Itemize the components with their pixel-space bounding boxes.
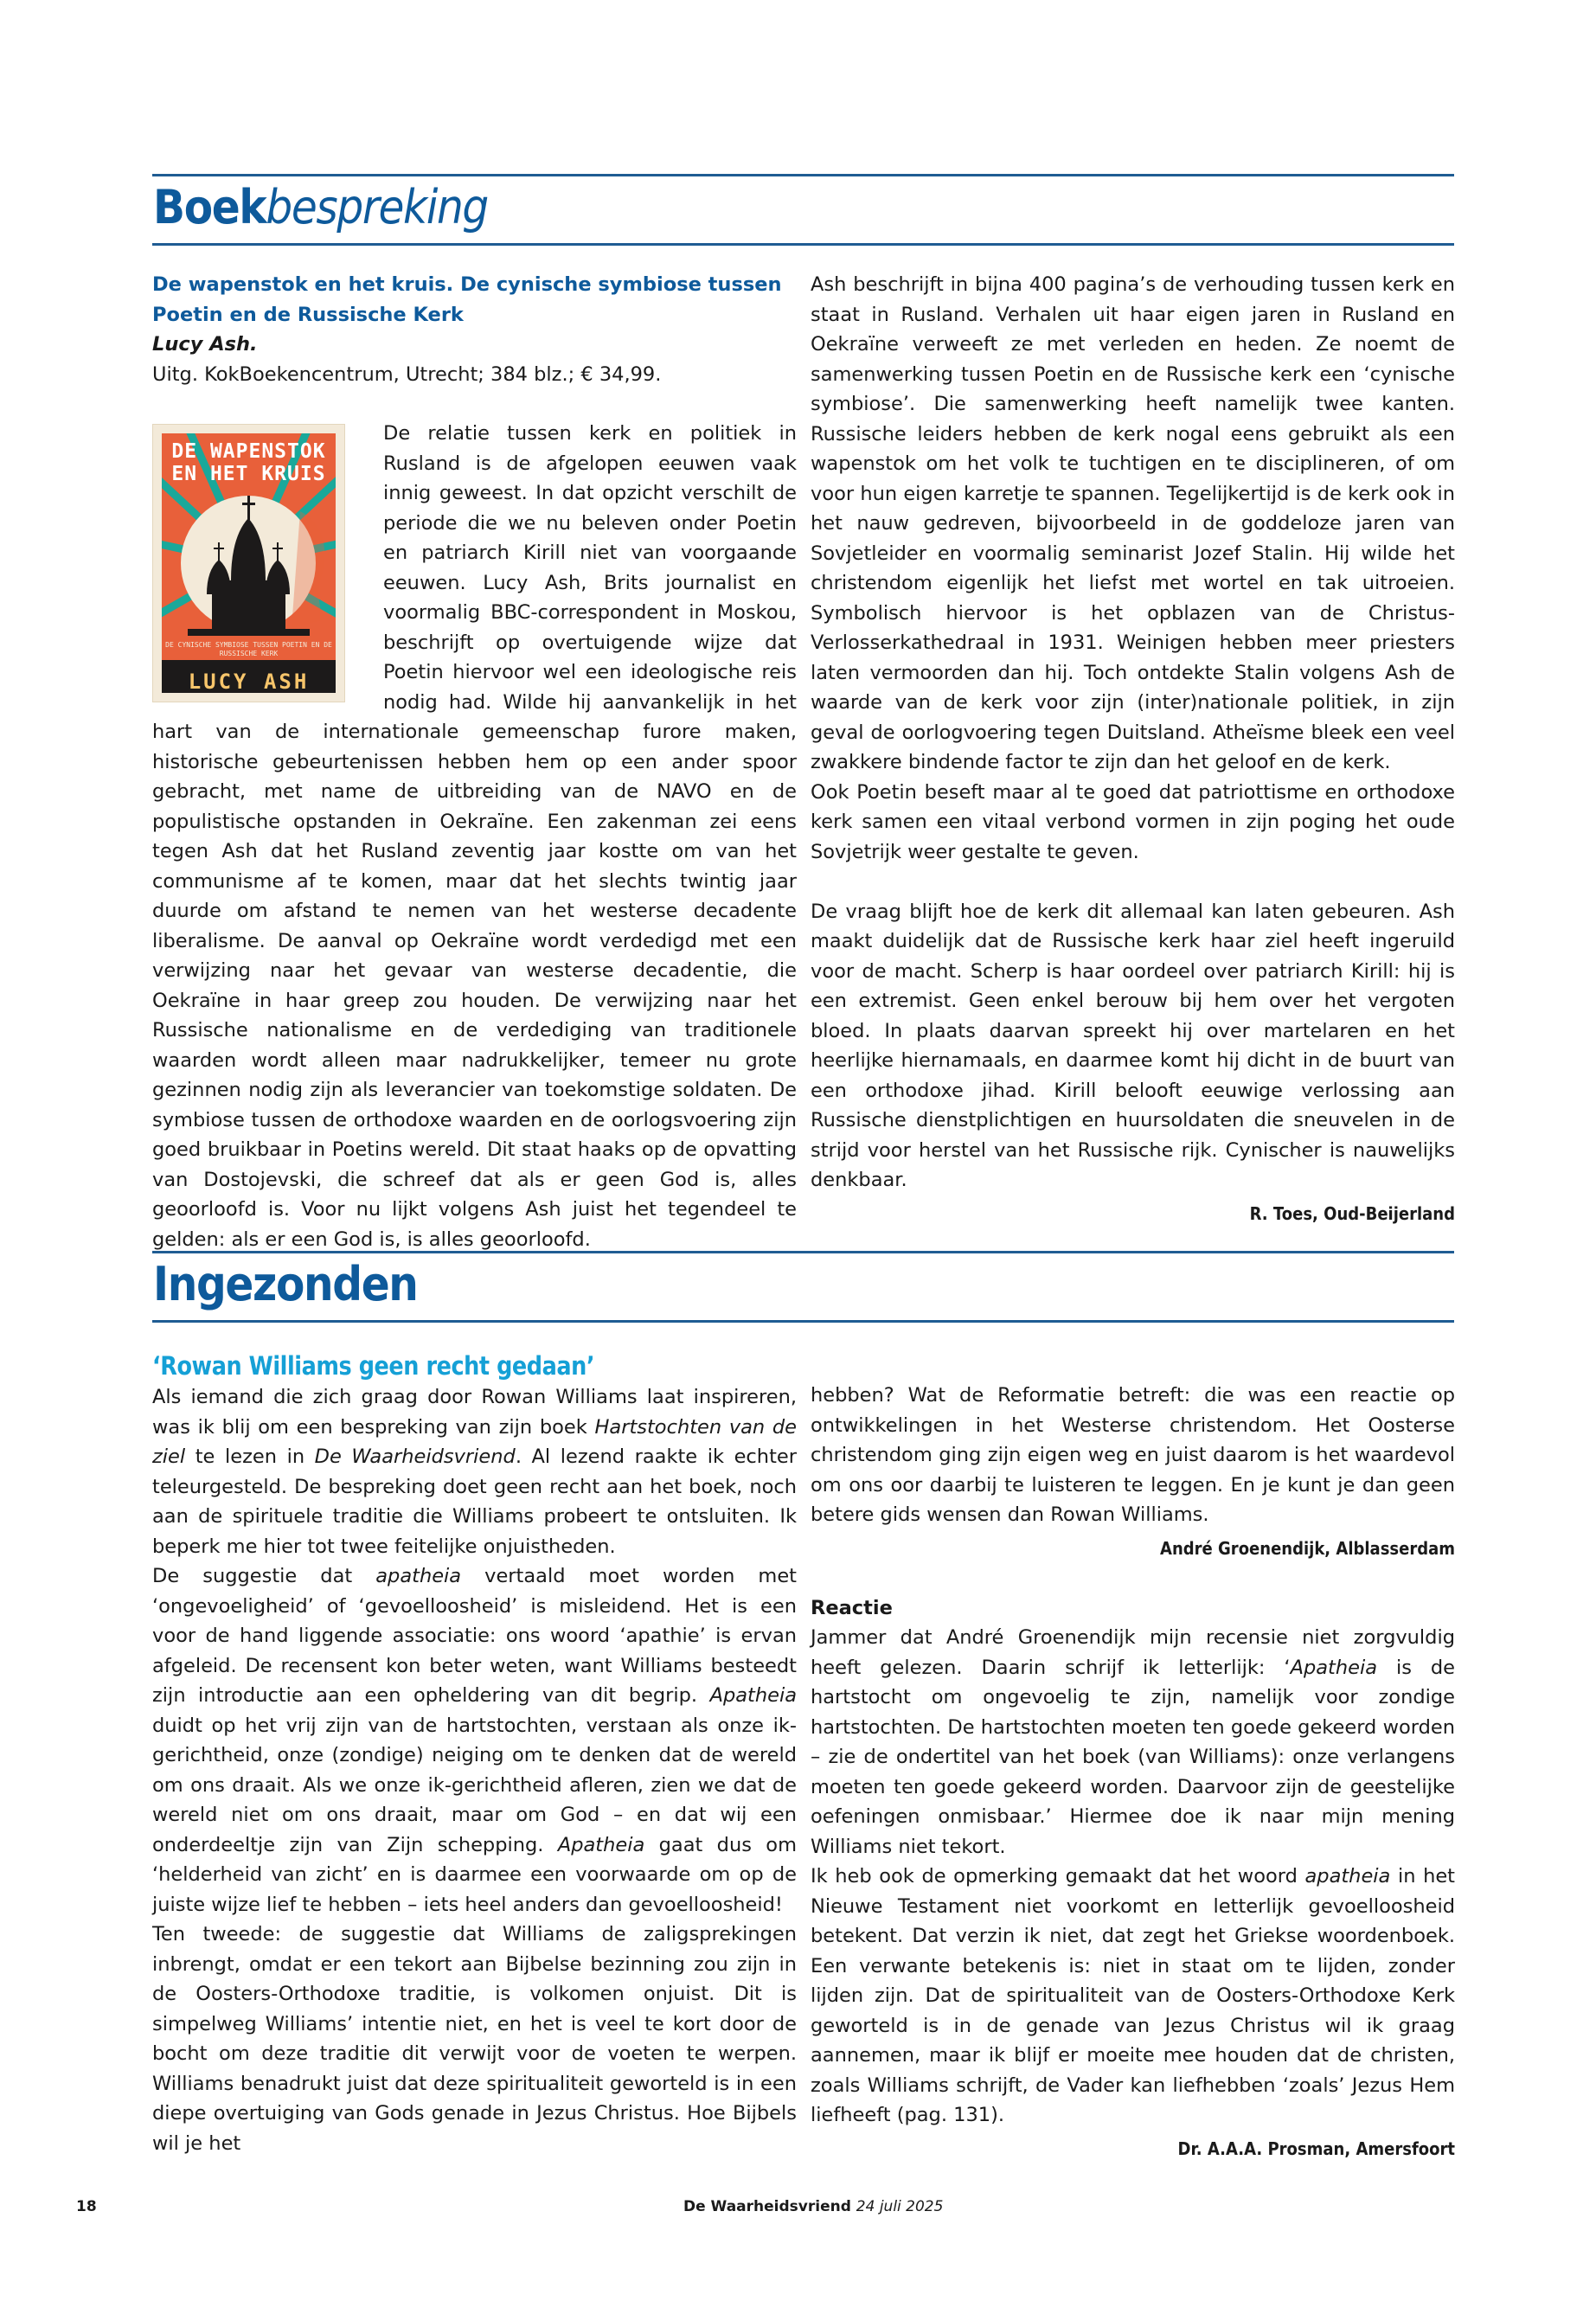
reply-paragraph-1: Jammer dat André Groenendijk mijn recensie niet zorgvuldig heeft gelezen. Daarin schrijf ik letterlijk: ‘Apatheia is de hartstocht om ongevoelig te zijn, namelijk voor zondige hartstochten. De hartstochten moeten ten goede gekeerd worden – zie de ondertitel van het boek (van Williams): onze verlangens moeten ten goede gekeerd worden. Daarvoor zijn de geestelijke oefeningen onmisbaar.’ Hiermee doe ik naar mijn mening Williams niet tekort. [811, 1626, 1456, 1858]
review-right-paragraph-1: Ash beschrijft in bijna 400 pagina’s de verhouding tussen kerk en staat in Rusland. Verhalen uit haar eigen jaren in Rusland en Oekraïne verweeft ze met verleden en heden. Ze noemt de samenwerking tussen Poetin en de Russische kerk een ‘cynische symbiose’. Die samenwerking heeft namelijk twee kanten. Russische leiders hebben de kerk nogal eens gebruikt als een wapenstok om het volk te tuchtigen en te disciplineren, of om voor hun eigen karretje te spannen. Tegelijkertijd is de kerk ook in het nauw gedreven, bijvoorbeeld in de goddeloze jaren van Sovjetleider en voormalig seminarist Jozef Stalin. Hij wilde het christendom eigenlijk het liefst met wortel en tak uitroeien. Symbolisch hiervoor is het opblazen van de Christus-Verlosserkathedraal in 1931. Weinigen hebben meer priesters laten vermoorden dan hij. Toch ontdekte Stalin volgens Ash de waarde van de kerk voor zijn (inter)nationale politiek, in zijn geval de oorlogvoering tegen Duitsland. Atheïsme bleek een veel zwakkere bindende factor te zijn dan het geloof en de kerk. [811, 273, 1455, 773]
reply-signature: Dr. A.A.A. Prosman, Amersfoort [1177, 2138, 1455, 2159]
review-right-column [811, 270, 1455, 1228]
section-title-bold: Boek [153, 180, 266, 234]
book-publisher: Uitg. KokBoekencentrum, Utrecht; 384 blz.; € 34,99. [152, 362, 662, 386]
cover-author-text: LUCY ASH [188, 670, 310, 693]
cover-title-text: DE WAPENSTOK EN HET KRUIS [171, 440, 326, 485]
review-right-paragraph-2: Ook Poetin beseft maar al te goed dat patriottisme en orthodoxe kerk samen een vitaal verbond vormen in zijn poging het oude Sovjetrijk weer gestalte te geven. [811, 780, 1455, 863]
footer-masthead [683, 2198, 943, 2215]
letter-paragraph-4: hebben? Wat de Reformatie betreft: die was een reactie op ontwikkelingen in het Westerse christendom. Het Oosterse christendom ging zijn eigen weg en juist daarom is het waardevol om ons oor daarbij te luisteren te leggen. En je kunt je dan geen betere gids wensen dan Rowan Williams. [811, 1384, 1455, 1526]
letter-left-column [152, 1349, 797, 2158]
review-signature: R. Toes, Oud-Beijerland [1249, 1202, 1455, 1224]
letter-paragraph-1: Als iemand die zich graag door Rowan Williams laat inspireren, was ik blij om een bespreking van zijn boek Hartstochten van de ziel te lezen in De Waarheidsvriend. Al lezend raakte ik echter teleurgesteld. De bespreking doet geen recht aan het boek, noch aan de spirituele traditie die Williams probeert te ontsluiten. Ik beperk me hier tot twee feitelijke onjuistheden. [152, 1386, 797, 1558]
section-title-ingezonden: Ingezonden [153, 1257, 418, 1311]
letter-paragraph-2: De suggestie dat apatheia vertaald moet worden met ‘ongevoeligheid’ of ‘gevoelloosheid’ is misleidend. Het is een voor de hand liggende associatie: ons woord ‘apathie’ is ervan afgeleid. De recensent kon beter weten, want Williams besteedt zijn introductie aan een opheldering van dit begrip. Apatheia duidt op het vrij zijn van de hartstochten, verstaan als onze ik-gerichtheid, onze (zondige) neiging om te denken dat de wereld om ons draait. Als we onze ik-gerichtheid afleren, zien we dat de wereld niet om ons draait, maar om God – en dat wij een onderdeeltje zijn van Zijn schepping. Apatheia gaat dus om ‘helderheid van zicht’ en is daarmee een voorwaarde om op de juiste wijze lief te hebben – iets heel anders dan gevoelloosheid! [152, 1565, 797, 1916]
book-title-ref: Hartstochten van de ziel [152, 1415, 797, 1468]
book-cover-image [152, 424, 345, 702]
page-number: 18 [76, 2198, 97, 2215]
review-body-wrap [152, 419, 797, 1254]
footer-date: 24 juli 2025 [856, 2198, 944, 2215]
review-left-column [152, 270, 797, 1254]
reply-heading: Reactie [811, 1596, 893, 1619]
section-title-italic: bespreking [266, 180, 488, 234]
magazine-ref: De Waarheidsvriend [314, 1445, 516, 1468]
footer-magazine: De Waarheidsvriend [683, 2198, 851, 2215]
review-right-paragraph-3: De vraag blijft hoe de kerk dit allemaal kan laten gebeuren. Ash maakt duidelijk dat de Russische kerk haar ziel heeft ingeruild voor de macht. Scherp is haar oordeel over patriarch Kirill: hij is een extremist. Geen enkel berouw bij hem over het vergoten bloed. In plaats daarvan spreekt hij over martelaren en het heerlijke hiernamaals, en daarmee komt hij dicht in de buurt van een orthodoxe jihad. Kirill belooft eeuwige verlossing aan Russische dienstplichtigen en huursoldaten die sneuvelen in de strijd voor herstel van het Russische rijk. Cynischer is nauwelijks denkbaar. [811, 900, 1455, 1191]
title-underline-rule [152, 243, 1454, 246]
letter-right-column [811, 1381, 1455, 2163]
top-rule [152, 174, 1454, 176]
reply-paragraph-2: Ik heb ook de opmerking gemaakt dat het woord apatheia in het Nieuwe Testament niet voorkomt en letterlijk gevoelloosheid betekent. Dat verzin ik niet, dat zegt het Griekse woordenboek. Een verwante betekenis is: niet in staat om te lijden, zonder lijden zijn. Dat de spiritualiteit van de Oosters-Orthodoxe Kerk geworteld is in de genade van Jezus Christus wil ik graag aannemen, maar ik blijf er moeite mee houden dat de christen, zoals Williams schrijft, de Vader kan liefhebben ‘zoals’ Jezus Hem liefheeft (pag. 131). [811, 1865, 1455, 2126]
review-left-body: De relatie tussen kerk en politiek in Rusland is de afgelopen eeuwen vaak innig geweest. In dat opzicht verschilt de periode die we nu beleven onder Poetin en patriarch Kirill niet van voorgaande eeuwen. Lucy Ash, Brits journalist en voormalig BBC-correspondent in Moskou, beschrijft op overtuigende wijze dat Poetin hiervoor wel een ideologische reis nodig had. Wilde hij aanvankelijk in het hart van de internationale gemeenschap furore maken, historische gebeurtenissen hebben hem op een ander spoor gebracht, met name de uitbreiding van de NAVO en de populistische opstanden in Oekraïne. Een zakenman zei eens tegen Ash dat het Rusland zeventig jaar kostte om van het communisme af te komen, maar dat het slechts twintig jaar duurde om afstand te nemen van het westerse decadente liberalisme. De aanval op Oekraïne wordt verdedigd met een verwijzing naar het gevaar van westerse decadentie, die Oekraïne in haar greep zou houden. De verwijzing naar het Russische nationalisme en de verdediging van traditionele waarden wordt alleen maar nadrukkelijker, temeer nu grote gezinnen nodig zijn als leverancier van toekomstige soldaten. De symbiose tussen de orthodoxe waarden en de oorlogsvoering zijn goed bruikbaar in Poetins wereld. Dit staat haaks op de opvatting van Dostojevski, die schreef dat als er geen God is, alles geoorloofd is. Voor nu lijkt volgens Ash juist het tegendeel te gelden: als er een God is, is alles geoorloofd. [152, 422, 797, 1251]
letter-paragraph-3: Ten tweede: de suggestie dat Williams de zaligsprekingen inbrengt, omdat er een tekort aan Bijbelse bezinning zou zijn in de Oosters-Orthodoxe traditie, is volkomen onjuist. Dit is simpelweg Williams’ intentie niet, en het is veel te kort door de bocht om deze traditie dit verwijt voor de voeten te werpen. Williams benadrukt juist dat deze spiritualiteit geworteld is in een diepe overtuiging van Gods genade in Jezus Christus. Hoe Bijbels wil je het [152, 1923, 797, 2155]
cover-subtitle-text: DE CYNISCHE SYMBIOSE TUSSEN POETIN EN DE RUSSISCHE KERK [165, 641, 332, 657]
book-title: De wapenstok en het kruis. De cynische symbiose tussen Poetin en de Russische Kerk [152, 273, 782, 326]
ingezonden-underline-rule [152, 1320, 1454, 1323]
ingezonden-top-rule [152, 1251, 1454, 1253]
book-author: Lucy Ash. [152, 333, 258, 356]
letter-signature: André Groenendijk, Alblasserdam [1160, 1537, 1455, 1559]
letter-title: ‘Rowan Williams geen recht gedaan’ [152, 1351, 595, 1381]
section-title-boekbespreking [153, 182, 488, 234]
